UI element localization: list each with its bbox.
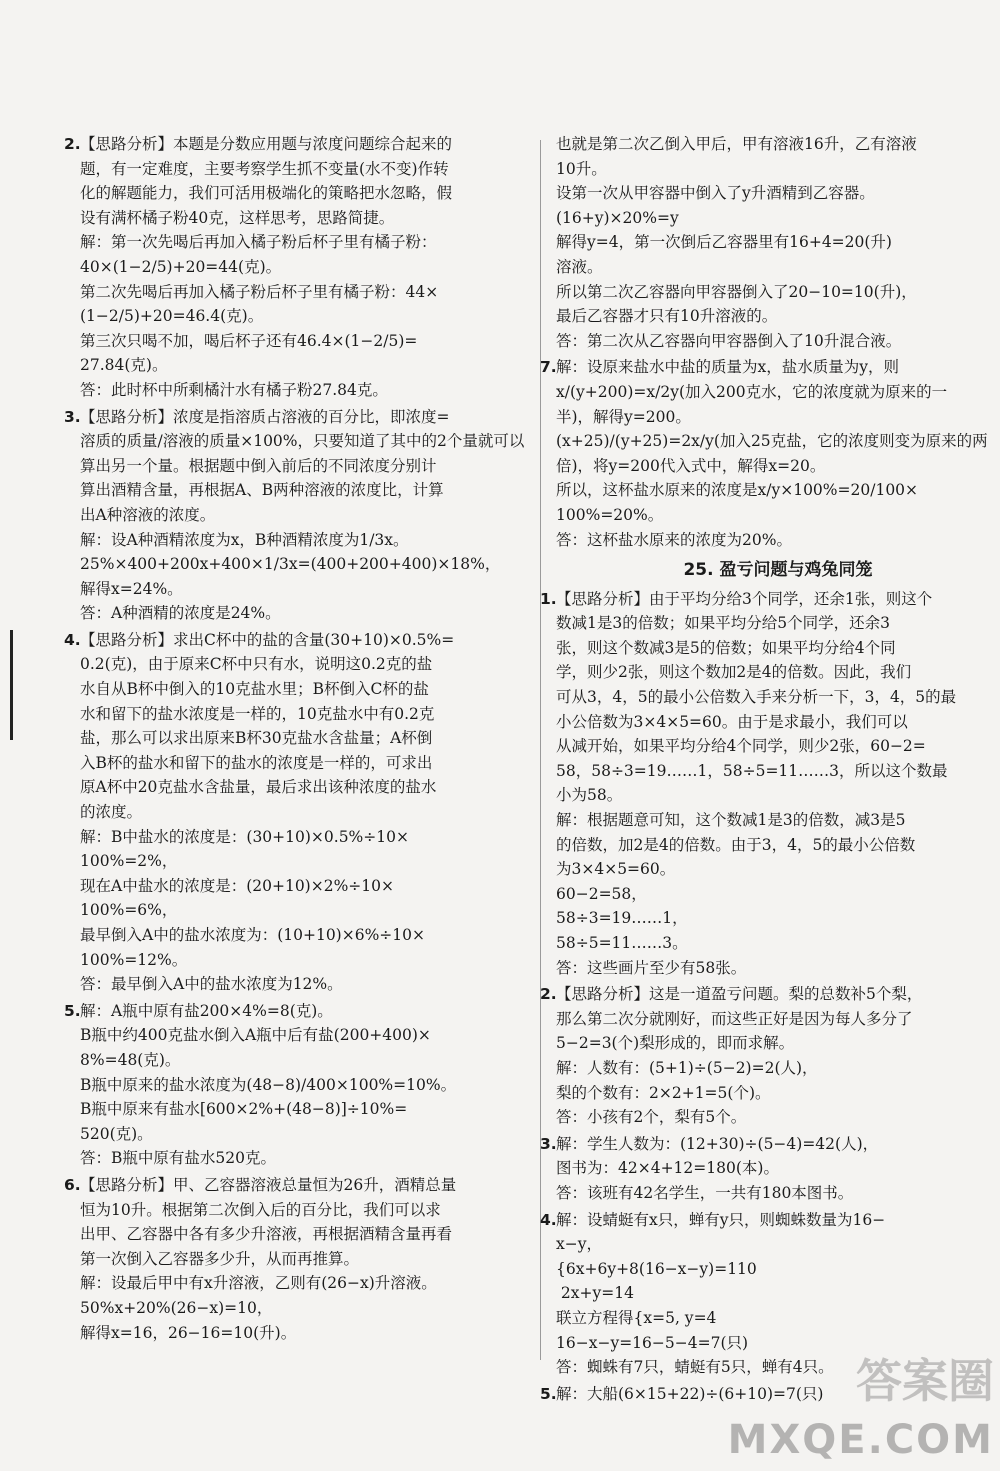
text-line: 设有满杯橘子粉40克，这样思考，思路简捷。	[80, 208, 395, 227]
text-line: 联立方程得{x=5, y=4	[556, 1308, 717, 1327]
text-line: 520(克)。	[80, 1124, 153, 1143]
text-line: 5−2=3(个)梨形成的，即而求解。	[556, 1034, 795, 1053]
text-line: 梨的个数有：2×2+1=5(个)。	[556, 1083, 771, 1102]
item-number: 3.	[64, 407, 81, 426]
answer-item	[540, 587, 1000, 981]
text-line: 解：根据题意可知，这个数减1是3的倍数，减3是5	[556, 811, 906, 830]
text-line: 解：第一次先喝后再加入橘子粉后杯子里有橘子粉：	[80, 233, 437, 252]
text-line: 从减开始，如果平均分给4个同学，则少2张，60−2=	[556, 737, 926, 756]
text-line: 100%=6%，	[80, 901, 178, 920]
text-line: 60−2=58，	[556, 884, 647, 903]
answer-item	[64, 405, 525, 626]
text-line: 16−x−y=16−5−4=7(只)	[556, 1333, 749, 1352]
text-line: B瓶中原来有盐水[600×2%+(48−8)]÷10%=	[80, 1100, 408, 1119]
text-line: (16+y)×20%=y	[556, 208, 679, 227]
item-number: 2.	[540, 985, 557, 1004]
text-line: 原A杯中20克盐水含盐量，最后求出该种浓度的盐水	[80, 778, 437, 797]
item-number: 2.	[64, 135, 81, 153]
text-line: 50%x+20%(26−x)=10，	[80, 1298, 273, 1317]
answer-item	[64, 132, 522, 403]
item-number: 7.	[540, 358, 557, 377]
text-line: 25%×400+200x+400×1/3x=(400+200+400)×18%，	[80, 555, 501, 574]
text-line: 出A种溶液的浓度。	[80, 505, 216, 524]
text-line: 解：大船(6×15+22)÷(6+10)=7(只)	[556, 1384, 824, 1403]
text-line: 【思路分析】这是一道盈亏问题。梨的总数补5个梨，	[556, 985, 923, 1004]
text-line: 第三次只喝不加，喝后杯子还有46.4×(1−2/5)=	[80, 331, 418, 350]
text-line: 【思路分析】浓度是指溶质占溶液的百分比，即浓度=	[80, 407, 450, 426]
text-line: 解：学生人数为：(12+30)÷(5−4)=42(人)，	[556, 1134, 879, 1153]
text-line: 答：最早倒入A中的盐水浓度为12%。	[80, 975, 343, 994]
text-line: 最早倒入A中的盐水浓度为：(10+10)×6%÷10×	[80, 926, 425, 944]
right-column	[540, 132, 1000, 1408]
text-line: 40×(1−2/5)+20=44(克)。	[80, 257, 282, 276]
text-line: 解得y=4，第一次倒后乙容器里有16+4=20(升)	[556, 233, 892, 252]
item-number: 5.	[64, 1001, 81, 1020]
text-line: 58÷5=11……3。	[556, 934, 688, 952]
answer-item	[540, 355, 1000, 552]
text-line: 学，则少2张，则这个数加2是4的倍数。因此，我们	[556, 663, 912, 682]
text-line: 【思路分析】本题是分数应用题与浓度问题综合起来的	[80, 135, 453, 153]
text-line: 答：A种酒精的浓度是24%。	[80, 604, 281, 623]
text-line: 现在A中盐水的浓度是：(20+10)×2%÷10×	[80, 876, 394, 895]
text-line: 【思路分析】甲、乙容器溶液总量恒为26升，酒精总量	[80, 1175, 457, 1194]
column-divider	[540, 140, 541, 1360]
text-line: 58÷3=19……1，	[556, 909, 688, 928]
answer-item	[556, 132, 1000, 353]
text-line: 答：该班有42名学生，一共有180本图书。	[556, 1183, 854, 1202]
text-line: 解：B中盐水的浓度是：(30+10)×0.5%÷10×	[80, 827, 409, 846]
text-line: 100%=2%，	[80, 852, 178, 871]
text-line: 的倍数，加2是4的倍数。由于3，4，5的最小公倍数	[556, 835, 916, 854]
answer-item	[64, 999, 522, 1171]
text-line: 解：人数有：(5+1)÷(5−2)=2(人)，	[556, 1058, 818, 1077]
right-column-bottom	[540, 587, 1000, 1407]
text-line: 解：设蜻蜓有x只，蝉有y只，则蜘蛛数量为16−	[556, 1210, 886, 1229]
right-column-top	[540, 132, 1000, 552]
item-number: 3.	[540, 1134, 557, 1153]
answer-item	[64, 628, 522, 997]
answer-item	[64, 1173, 522, 1345]
text-line: 盐，那么可以求出原来B杯30克盐水含盐量；A杯倒	[80, 729, 433, 748]
text-line: 答：这杯盐水原来的浓度为20%。	[556, 530, 792, 549]
text-line: 【思路分析】求出C杯中的盐的含量(30+10)×0.5%=	[80, 630, 455, 649]
text-line: 100%=20%。	[556, 505, 664, 524]
text-line: 设第一次从甲容器中倒入了y升酒精到乙容器。	[556, 184, 875, 203]
text-line: 解：设A种酒精浓度为x，B种酒精浓度为1/3x。	[80, 530, 409, 549]
text-line: (x+25)/(y+25)=2x/y(加入25克盐，它的浓度则变为原来的两	[556, 432, 988, 451]
item-number: 4.	[540, 1210, 557, 1229]
text-line: 恒为10升。根据第二次倒入后的百分比，我们可以求	[80, 1200, 441, 1219]
text-line: x/(y+200)=x/2y(加入200克水，它的浓度就为原来的一	[556, 382, 948, 401]
text-line: 小公倍数为3×4×5=60。由于是求最小，我们可以	[556, 712, 908, 731]
text-line: 图书为：42×4+12=180(本)。	[556, 1159, 779, 1178]
text-line: (1−2/5)+20=46.4(克)。	[80, 307, 264, 326]
text-line: x−y，	[556, 1235, 602, 1254]
text-line: 水自从B杯中倒入的10克盐水里；B杯倒入C杯的盐	[80, 680, 429, 699]
text-line: 入B杯的盐水和留下的盐水的浓度是一样的，可求出	[80, 753, 433, 772]
text-line: 溶液。	[556, 257, 603, 276]
text-line: 所以第二次乙容器向甲容器倒入了20−10=10(升)，	[556, 282, 917, 301]
watermark-site: MXQE.COM	[727, 1417, 994, 1463]
text-line: 小为58。	[556, 786, 623, 805]
scan-mark	[10, 630, 13, 740]
text-line: 倍)，将y=200代入式中，解得x=20。	[556, 456, 826, 475]
left-column	[64, 132, 525, 1347]
answer-item	[540, 982, 1000, 1130]
text-line: 答：小孩有2个，梨有5个。	[556, 1108, 747, 1127]
text-line: 第二次先喝后再加入橘子粉后杯子里有橘子粉：44×	[80, 282, 439, 301]
text-line: 27.84(克)。	[80, 356, 168, 375]
text-line: 可从3，4，5的最小公倍数入手来分析一下，3，4，5的最	[556, 688, 957, 707]
text-line: 半)，解得y=200。	[556, 407, 691, 426]
text-line: 答：这些画片至少有58张。	[556, 958, 747, 977]
item-number: 6.	[64, 1175, 81, 1194]
text-line: 第一次倒入乙容器多少升，从而再推算。	[80, 1249, 360, 1268]
watermark-logo: 答案圈	[856, 1354, 994, 1408]
item-number: 5.	[540, 1384, 557, 1403]
text-line: 化的解题能力，我们可活用极端化的策略把水忽略，假	[80, 184, 453, 203]
text-line: 也就是第二次乙倒入甲后，甲有溶液16升，乙有溶液	[556, 135, 917, 153]
text-line: 出甲、乙容器中各有多少升溶液，再根据酒精含量再看	[80, 1225, 453, 1244]
text-line: 100%=12%。	[80, 950, 188, 969]
text-line: 解得x=24%。	[80, 579, 183, 598]
text-line: 题，有一定难度，主要考察学生抓不变量(水不变)作转	[80, 159, 449, 178]
item-number: 4.	[64, 630, 81, 649]
text-line: 张，则这个数减3是5的倍数；如果平均分给4个同	[556, 638, 896, 657]
text-line: 58，58÷3=19……1，58÷5=11……3，所以这个数最	[556, 761, 948, 780]
text-line: 0.2(克)，由于原来C杯中只有水，说明这0.2克的盐	[80, 655, 433, 674]
text-line: B瓶中约400克盐水倒入A瓶中后有盐(200+400)×	[80, 1026, 431, 1045]
text-line: 解得x=16，26−16=10(升)。	[80, 1323, 297, 1342]
item-number: 1.	[540, 589, 557, 608]
text-line: B瓶中原来的盐水浓度为(48−8)/400×100%=10%。	[80, 1075, 457, 1094]
answer-item	[540, 1132, 1000, 1206]
text-line: 为3×4×5=60。	[556, 860, 676, 879]
text-line: 算出酒精含量，再根据A、B两种溶液的浓度比，计算	[80, 481, 444, 500]
text-line: 答：蜘蛛有7只，蜻蜓有5只，蝉有4只。	[556, 1358, 834, 1377]
text-line: 答：B瓶中原有盐水520克。	[80, 1149, 276, 1168]
text-line: 溶质的质量/溶液的质量×100%，只要知道了其中的2个量就可以	[80, 432, 525, 451]
text-line: 那么第二次分就刚好，而这些正好是因为每人多分了	[556, 1009, 913, 1028]
text-line: 8%=48(克)。	[80, 1050, 181, 1069]
text-line: 解：A瓶中原有盐200×4%=8(克)。	[80, 1001, 333, 1020]
text-line: 最后乙容器才只有10升溶液的。	[556, 307, 778, 326]
text-line: 答：第二次从乙容器向甲容器倒入了10升混合液。	[556, 331, 902, 350]
text-line: 答：此时杯中所剩橘汁水有橘子粉27.84克。	[80, 380, 388, 399]
text-line: 数减1是3的倍数；如果平均分给5个同学，还余3	[556, 614, 890, 633]
text-line: 10升。	[556, 159, 607, 178]
text-line: 解：设原来盐水中盐的质量为x，盐水质量为y，则	[556, 358, 899, 377]
text-line: 水和留下的盐水浓度是一样的，10克盐水中有0.2克	[80, 704, 435, 723]
text-line: 算出另一个量。根据题中倒入前后的不同浓度分别计	[80, 456, 437, 475]
text-line: 所以，这杯盐水原来的浓度是x/y×100%=20/100×	[556, 481, 919, 500]
text-line: 的浓度。	[80, 803, 143, 822]
text-line: 【思路分析】由于平均分给3个同学，还余1张，则这个	[556, 589, 933, 608]
text-line: {6x+6y+8(16−x−y)=110	[556, 1259, 757, 1278]
section-title: 25. 盈亏问题与鸡兔同笼	[683, 560, 873, 581]
text-line: 解：设最后甲中有x升溶液，乙则有(26−x)升溶液。	[80, 1274, 437, 1293]
text-line: 2x+y=14	[556, 1284, 634, 1303]
